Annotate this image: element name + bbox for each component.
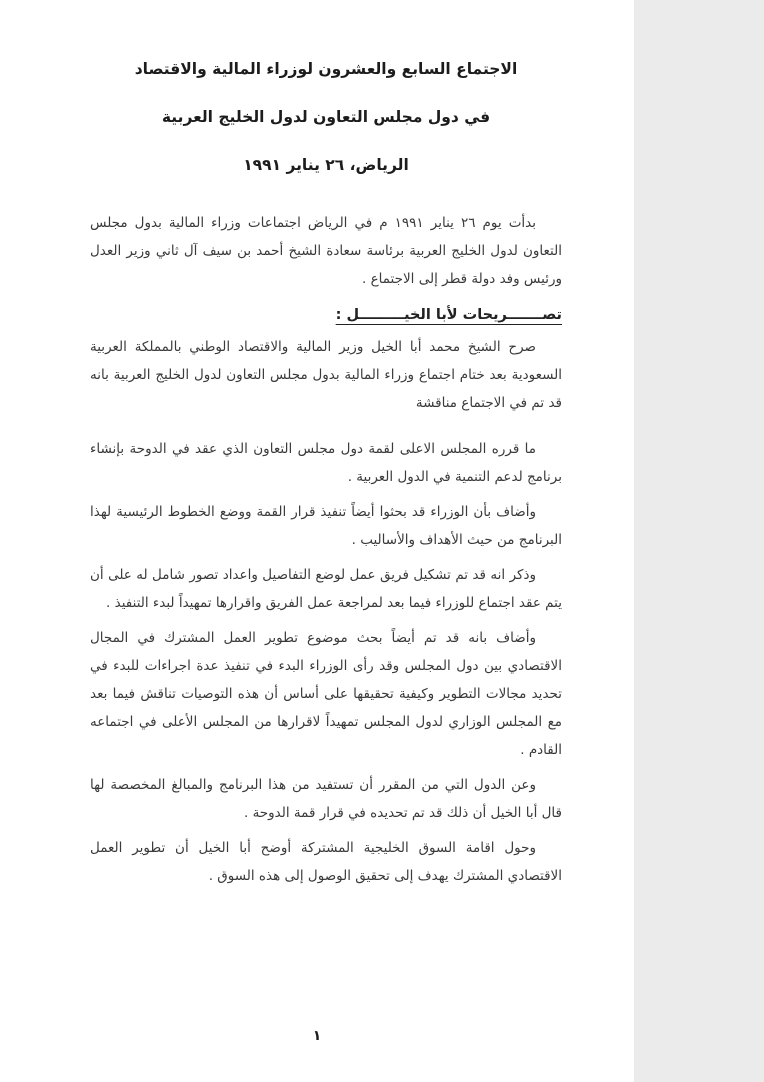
section-heading-text: تصـــــــريحات لأبا الخيـــــــــل : bbox=[335, 307, 562, 323]
body-paragraph-6: وعن الدول التي من المقرر أن تستفيد من هذا البرنامج والمبالغ المخصصة لها قال أبا الخيل أن ذلك قد تم تحديده في قرار قمة الدوحة . bbox=[90, 777, 562, 821]
body-paragraph-3: وأضاف بأن الوزراء قد بحثوا أيضاً تنفيذ قرار القمة ووضع الخطوط الرئيسية لهذا البرنامج من حيث الأهداف والأساليب . bbox=[90, 504, 562, 548]
section-heading bbox=[90, 307, 562, 323]
body-paragraph-1: صرح الشيخ محمد أبا الخيل وزير المالية والاقتصاد الوطني بالمملكة العربية السعودية بعد ختام اجتماع وزراء المالية بدول مجلس التعاون لدول الخليج العربية بانه قد تم في الاجتماع مناقشة bbox=[90, 339, 562, 411]
title-line-2: في دول مجلس التعاون لدول الخليج العربية bbox=[161, 108, 491, 126]
intro-paragraph: بدأت يوم ٢٦ يناير ١٩٩١ م في الرياض اجتماعات وزراء المالية بدول مجلس التعاون لدول الخليج العربية برئاسة سعادة الشيخ أحمد بن سيف آل ثاني وزير العدل ورئيس وفد دولة قطر إلى الاجتماع . bbox=[90, 215, 562, 287]
document-title-block bbox=[90, 60, 562, 175]
title-line-1: الاجتماع السابع والعشرون لوزراء المالية والاقتصاد bbox=[134, 60, 518, 78]
body-paragraph-7: وحول اقامة السوق الخليجية المشتركة أوضح أبا الخيل أن تطوير العمل الاقتصادي المشترك يهدف إلى تحقيق الوصول إلى هذه السوق . bbox=[90, 840, 562, 884]
body-paragraph-5: وأضاف بانه قد تم أيضاً بحث موضوع تطوير العمل المشترك في المجال الاقتصادي بين دول المجلس وقد رأى الوزراء البدء في تنفيذ عدة اجراءات للبدء في تحديد مجالات التطوير وكيفية تحقيقها على أساس أن هذه التوصيات تناقش فيما بعد مع المجلس الوزاري لدول المجلس تمهيداً لاقرارها من المجلس الأعلى في اجتماعه القادم . bbox=[90, 630, 562, 758]
page-number: ١ bbox=[312, 1028, 322, 1044]
title-line-3: الرياض، ٢٦ يناير ١٩٩١ bbox=[243, 156, 409, 174]
body-paragraph-4: وذكر انه قد تم تشكيل فريق عمل لوضع التفاصيل واعداد تصور شامل له على أن يتم عقد اجتماع للوزراء فيما بعد لمراجعة عمل الفريق واقرارها تمهيداً لبدء التنفيذ . bbox=[90, 567, 562, 611]
body-paragraph-2: ما قرره المجلس الاعلى لقمة دول مجلس التعاون الذي عقد في الدوحة بإنشاء برنامج لدعم التنمية في الدول العربية . bbox=[90, 441, 562, 485]
scan-edge-strip bbox=[634, 0, 764, 1082]
